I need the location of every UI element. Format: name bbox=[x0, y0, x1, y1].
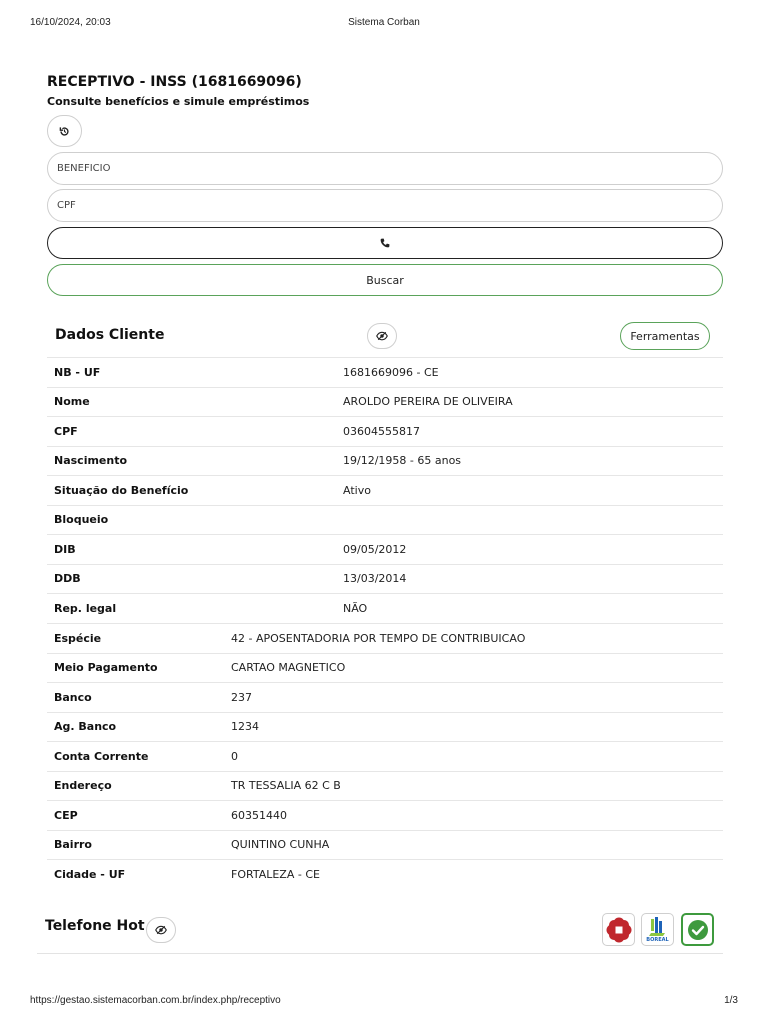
row-label: NB - UF bbox=[54, 365, 101, 379]
row-value: 60351440 bbox=[231, 808, 287, 822]
row-value: TR TESSALIA 62 C B bbox=[231, 779, 341, 793]
table-row bbox=[47, 534, 723, 564]
green-check-logo-button[interactable] bbox=[681, 913, 714, 946]
row-label: Bloqueio bbox=[54, 513, 109, 527]
table-row bbox=[47, 505, 723, 535]
row-value: 1681669096 - CE bbox=[343, 365, 439, 379]
table-row bbox=[47, 446, 723, 476]
table-row bbox=[47, 830, 723, 860]
row-value: NÃO bbox=[343, 601, 368, 615]
history-icon bbox=[59, 126, 70, 137]
row-value: 13/03/2014 bbox=[343, 572, 407, 586]
row-value: AROLDO PEREIRA DE OLIVEIRA bbox=[343, 395, 513, 409]
row-label: Espécie bbox=[54, 631, 102, 645]
row-value: FORTALEZA - CE bbox=[231, 867, 320, 881]
table-row bbox=[47, 859, 723, 889]
row-label: Nome bbox=[54, 395, 90, 409]
row-label: CEP bbox=[54, 808, 78, 822]
telefone-hot-title: Telefone Hot bbox=[45, 918, 145, 934]
row-label: DDB bbox=[54, 572, 81, 586]
reset-button[interactable] bbox=[47, 115, 82, 147]
search-button-label: Buscar bbox=[366, 273, 404, 287]
table-row bbox=[47, 623, 723, 653]
print-footer bbox=[30, 995, 738, 1009]
row-label: Conta Corrente bbox=[54, 749, 149, 763]
row-label: DIB bbox=[54, 542, 76, 556]
row-value: 1234 bbox=[231, 720, 259, 734]
print-header bbox=[30, 17, 738, 31]
row-label: Bairro bbox=[54, 838, 92, 852]
page-subtitle: Consulte benefícios e simule empréstimos bbox=[47, 95, 310, 108]
table-row bbox=[47, 800, 723, 830]
row-value: 237 bbox=[231, 690, 252, 704]
row-label: Situação do Benefício bbox=[54, 483, 189, 497]
beneficio-input[interactable] bbox=[47, 152, 723, 185]
row-label: Meio Pagamento bbox=[54, 661, 158, 675]
row-value: CARTAO MAGNETICO bbox=[231, 661, 346, 675]
row-label: Rep. legal bbox=[54, 601, 117, 615]
table-row bbox=[47, 682, 723, 712]
table-row bbox=[47, 564, 723, 594]
ferramentas-label: Ferramentas bbox=[630, 329, 700, 343]
section-divider bbox=[37, 953, 723, 954]
eye-slash-icon bbox=[376, 331, 388, 341]
row-value: Ativo bbox=[343, 483, 371, 497]
client-data-table bbox=[47, 357, 723, 623]
print-title: Sistema Corban bbox=[348, 17, 420, 28]
red-flower-logo-button[interactable] bbox=[602, 913, 635, 946]
table-row bbox=[47, 357, 723, 387]
search-button[interactable] bbox=[47, 264, 723, 296]
table-row bbox=[47, 387, 723, 417]
phone-search-button[interactable] bbox=[47, 227, 723, 259]
check-circle-icon bbox=[687, 919, 709, 941]
row-label: Banco bbox=[54, 690, 92, 704]
row-value: 42 - APOSENTADORIA POR TEMPO DE CONTRIBUICAO bbox=[231, 631, 526, 645]
row-value: QUINTINO CUNHA bbox=[231, 838, 330, 852]
ferramentas-button[interactable] bbox=[620, 322, 710, 350]
print-page-count: 1/3 bbox=[724, 995, 738, 1006]
row-label: Cidade - UF bbox=[54, 867, 126, 881]
toggle-visibility-button[interactable] bbox=[367, 323, 397, 349]
print-url: https://gestao.sistemacorban.com.br/index.php/receptivo bbox=[30, 995, 281, 1006]
table-row bbox=[47, 771, 723, 801]
boreal-logo-button[interactable] bbox=[641, 913, 674, 946]
table-row bbox=[47, 653, 723, 683]
table-row bbox=[47, 593, 723, 623]
table-row bbox=[47, 741, 723, 771]
toggle-phone-visibility-button[interactable] bbox=[146, 917, 176, 943]
row-label: Ag. Banco bbox=[54, 720, 117, 734]
row-label: Nascimento bbox=[54, 454, 128, 468]
row-value: 09/05/2012 bbox=[343, 542, 407, 556]
row-value: 0 bbox=[231, 749, 238, 763]
row-value: 03604555817 bbox=[343, 424, 420, 438]
table-row bbox=[47, 416, 723, 446]
table-row bbox=[47, 712, 723, 742]
red-flower-icon bbox=[606, 917, 632, 943]
table-row bbox=[47, 475, 723, 505]
phone-icon bbox=[380, 238, 390, 248]
print-date: 16/10/2024, 20:03 bbox=[30, 17, 111, 28]
row-value: 19/12/1958 - 65 anos bbox=[343, 454, 462, 468]
dados-cliente-title: Dados Cliente bbox=[55, 327, 165, 343]
benefit-data-table bbox=[47, 623, 723, 889]
boreal-label: BOREAL bbox=[646, 936, 669, 943]
row-label: Endereço bbox=[54, 779, 112, 793]
page-title: RECEPTIVO - INSS (1681669096) bbox=[47, 74, 302, 90]
row-label: CPF bbox=[54, 424, 78, 438]
boreal-icon bbox=[647, 917, 669, 937]
cpf-input[interactable] bbox=[47, 189, 723, 222]
eye-slash-icon bbox=[155, 925, 167, 935]
